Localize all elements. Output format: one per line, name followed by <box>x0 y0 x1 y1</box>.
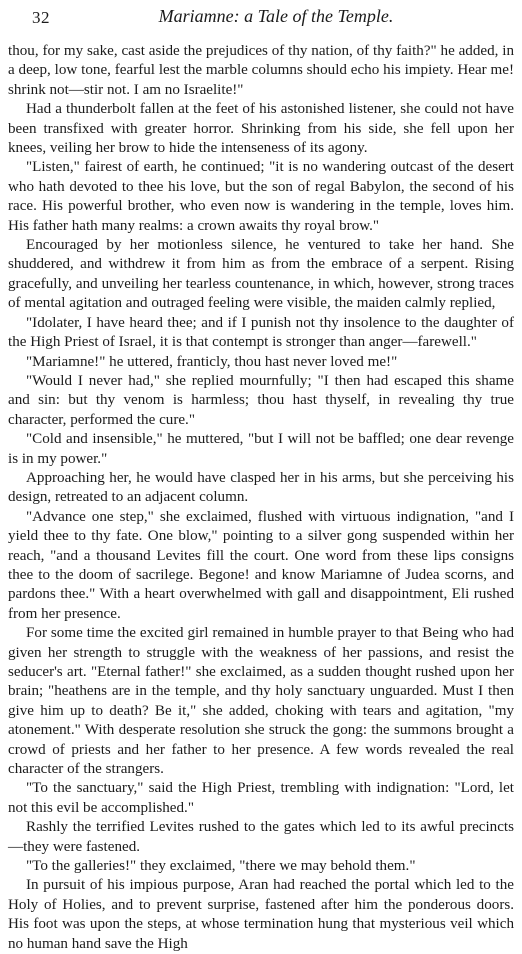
paragraph: "Idolater, I have heard thee; and if I punish not thy insolence to the daughter of the High Priest of Israel, it is that contempt is stronger than anger—farewell." <box>8 314 514 351</box>
paragraph: "Mariamne!" he uttered, franticly, thou hast never loved me!" <box>26 353 398 370</box>
paragraph: Encouraged by her motionless silence, he ventured to take her hand. She shuddered, and withdrew it from him as from the embrace of a serpent. Rising gracefully, and unveiling her tearless countenance, in which, however, strong traces of mental agitation and outraged feeling were visible, the maiden calmly replied, <box>8 237 514 312</box>
paragraph: Rashly the terrified Levites rushed to the gates which led to its awful precincts—they were fastened. <box>8 819 514 855</box>
page-header <box>8 6 514 36</box>
paragraph: In pursuit of his impious purpose, Aran had reached the portal which led to the Holy of Holies, and to prevent surprise, fastened after him the ponderous doors. His foot was upon the steps, at whose termination hung that mysterious veil which no human hand save the High <box>8 877 514 952</box>
body-text <box>8 42 514 954</box>
paragraph: "Advance one step," she exclaimed, flushed with virtuous indignation, "and I yield thee to thy fate. One blow," pointing to a silver gong suspended within her reach, "and a thousand Levites fill the court. One word from these lips consigns thee to the doom of sacrilege. Begone! and know Mariamne of Judea scorns, and pardons thee." With a heart overwhelmed with gall and disappointment, Eli rushed from her presence. <box>8 508 514 622</box>
paragraph: Approaching her, he would have clasped her in his arms, but she perceiving his design, retreated to an adjacent column. <box>8 469 514 506</box>
running-title: Mariamne: a Tale of the Temple. <box>158 6 394 26</box>
paragraph: For some time the excited girl remained in humble prayer to that Being who had given her strength to struggle with the weakness of her passions, and resist the seducer's art. "Eternal father!" she exclaimed, as a sudden thought rushed upon her brain; "heathens are in the temple, and thy holy sanctuary unguarded. Must I then give him up to death? Be it," she added, choking with tears and agitation, "my atonement." With desperate resolution she struck the gong: the summons brought a crowd of priests and her father to her presence. A few words revealed the real character of the strangers. <box>8 625 514 778</box>
paragraph: "Would I never had," she replied mournfully; "I then had escaped this shame and sin: but thy venom is harmless; thou hast thyself, in revealing thy true character, performed the cure." <box>8 372 514 428</box>
paragraph: "To the galleries!" they exclaimed, "there we may behold them." <box>26 858 416 875</box>
paragraph: thou, for my sake, cast aside the prejudices of thy nation, of thy faith?" he added, in a deep, low tone, fearful lest the marble columns should echo his impiety. Hear me! shrink not—stir not. I am no Israelite!" <box>8 43 514 98</box>
paragraph: "Cold and insensible," he muttered, "but I will not be baffled; one dear revenge is in my power." <box>8 431 514 467</box>
paragraph: "To the sanctuary," said the High Priest, trembling with indignation: "Lord, let not this evil be accomplished." <box>8 780 514 816</box>
page-number: 32 <box>32 8 50 27</box>
paragraph: "Listen," fairest of earth, he continued; "it is no wandering outcast of the desert who hath devoted to thee his love, but the son of regal Babylon, the second of his race. His powerful brother, who even now is wandering in the temple, loves him. His father hath many realms: a crown awaits thy royal brow." <box>8 159 514 234</box>
paragraph: Had a thunderbolt fallen at the feet of his astonished listener, she could not have been transfixed with greater horror. Shrinking from his side, she fell upon her knees, veiling her brow to hide the intenseness of its agony. <box>8 101 514 157</box>
